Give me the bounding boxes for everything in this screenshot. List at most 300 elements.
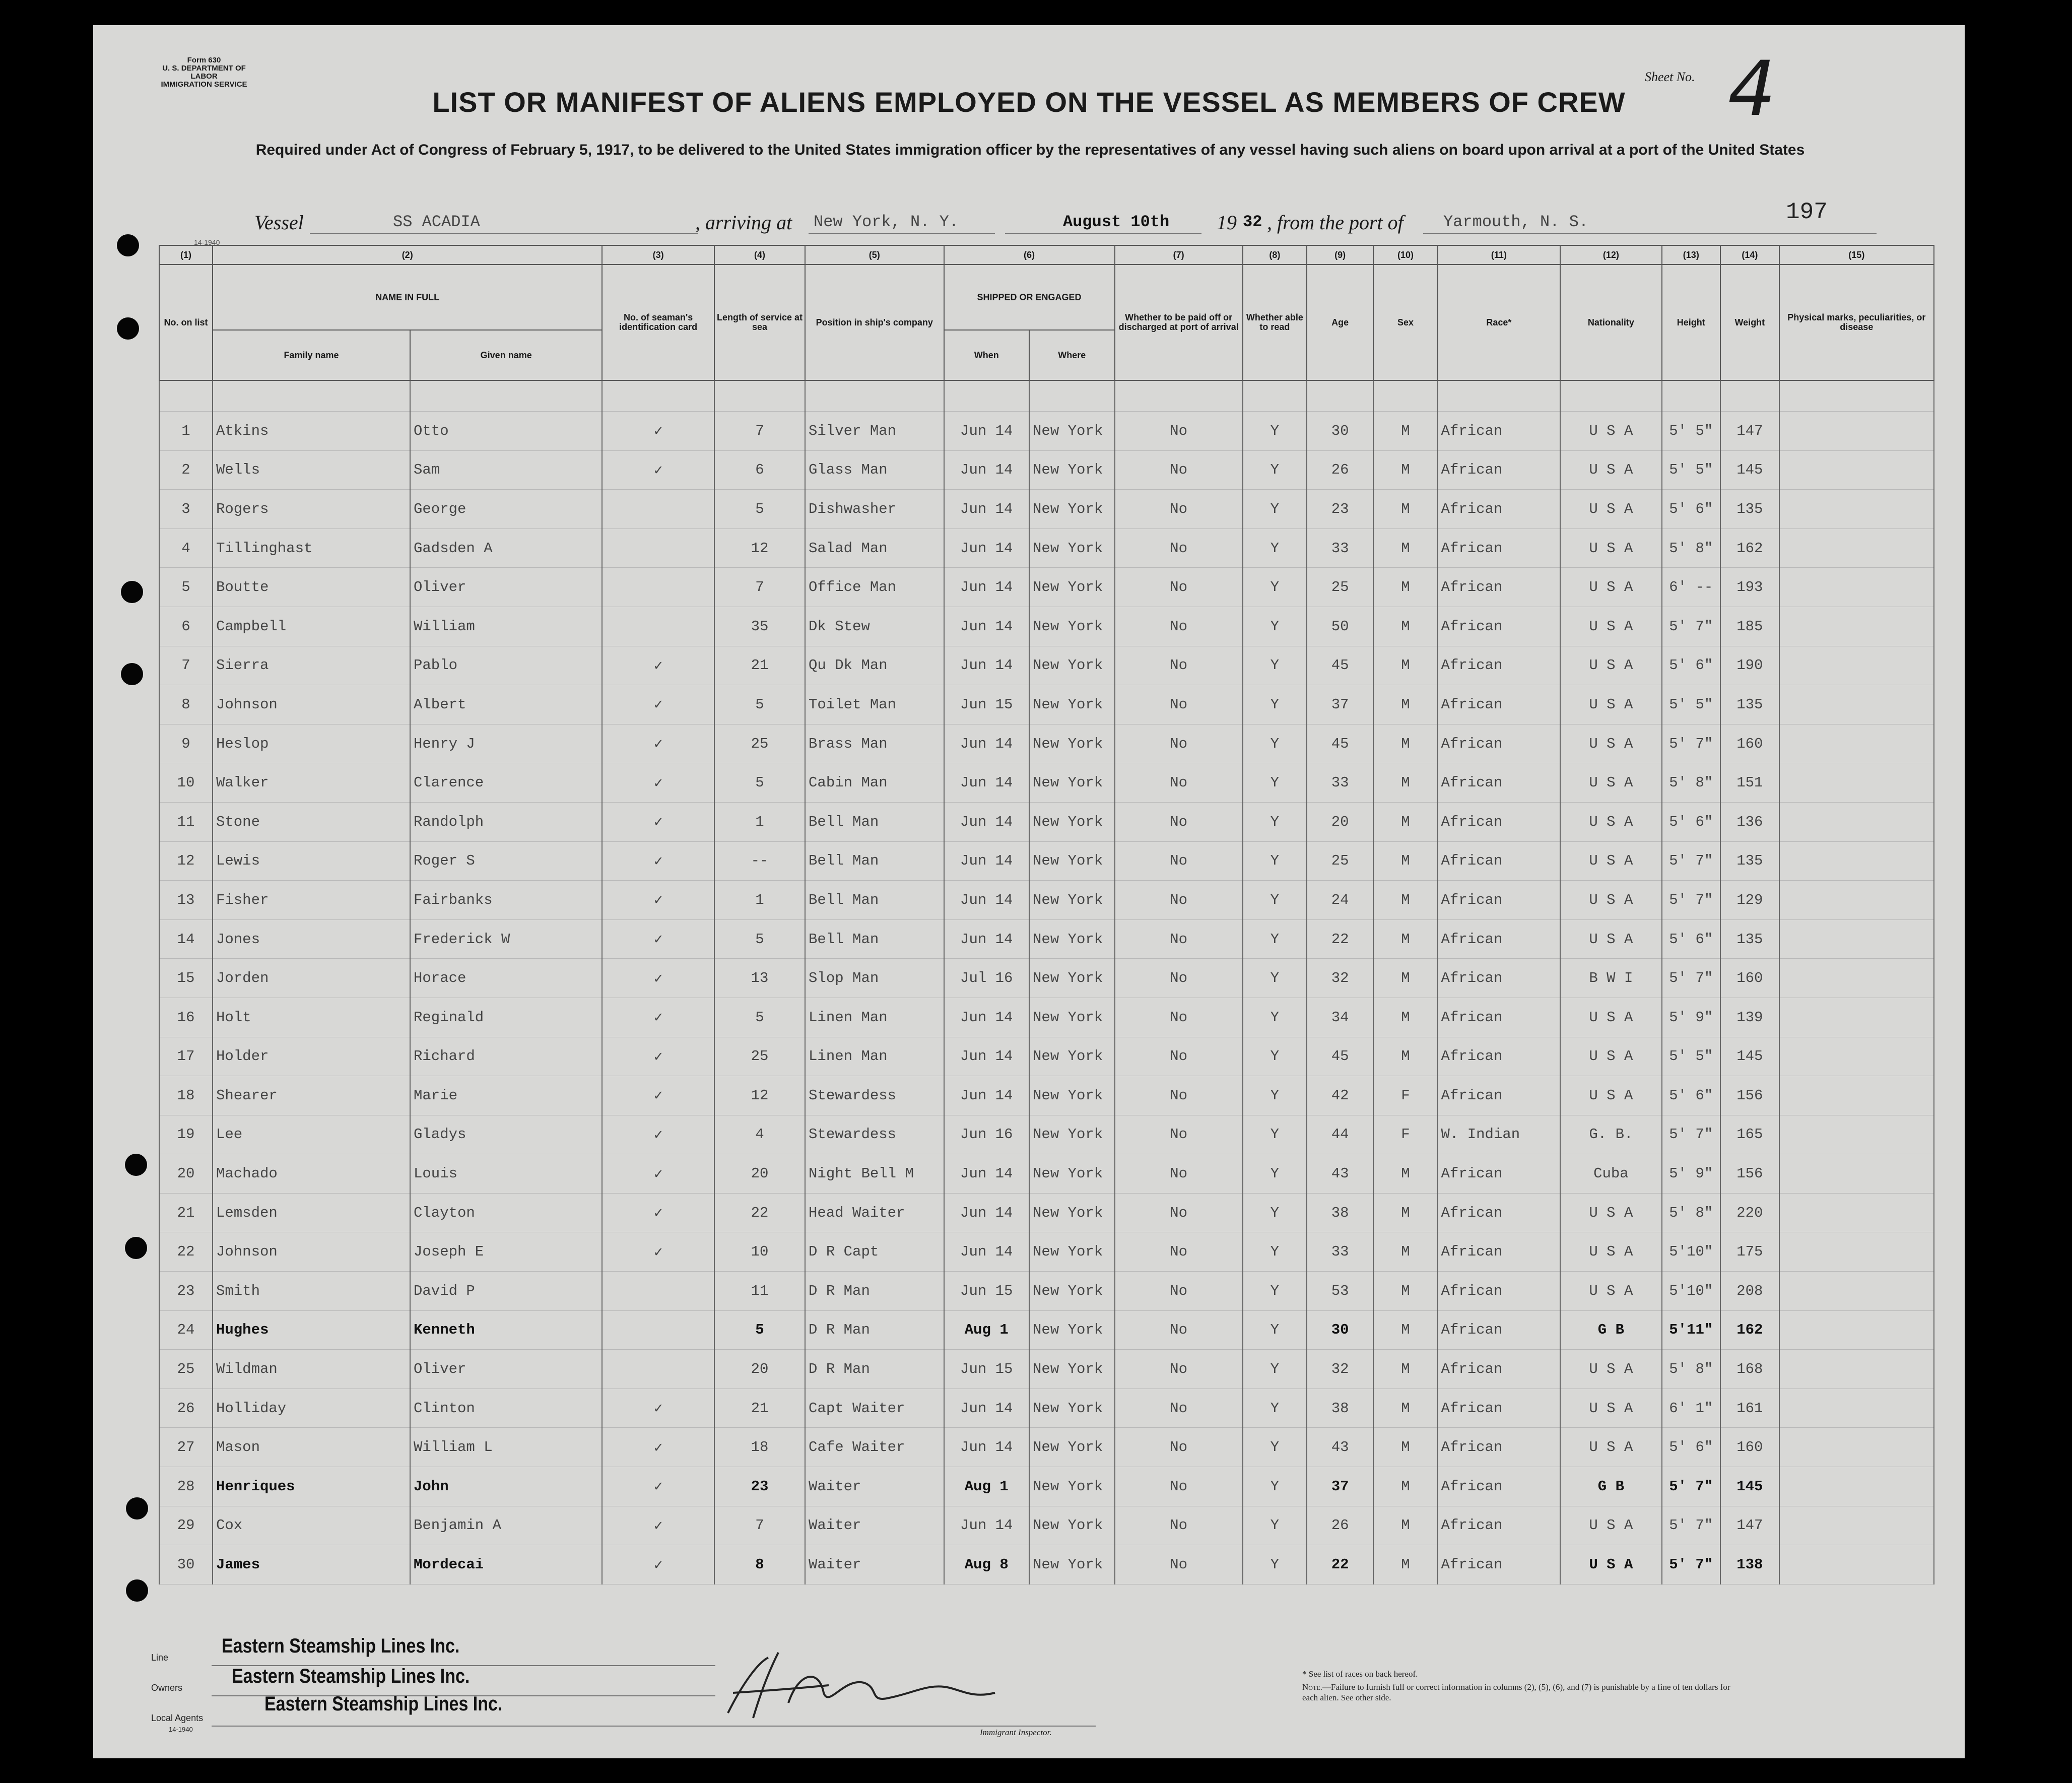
family-name: Johnson bbox=[213, 685, 410, 724]
colnum-9: (9) bbox=[1307, 245, 1373, 265]
weight: 136 bbox=[1720, 802, 1779, 841]
sex: M bbox=[1373, 1232, 1437, 1272]
shipped-when: Jun 14 bbox=[944, 568, 1030, 607]
shipped-when: Jun 14 bbox=[944, 490, 1030, 529]
able-to-read: Y bbox=[1243, 1467, 1307, 1506]
age: 23 bbox=[1307, 490, 1373, 529]
header-physical-marks: Physical marks, peculiarities, or disease bbox=[1779, 265, 1934, 380]
age: 33 bbox=[1307, 529, 1373, 568]
position: Brass Man bbox=[805, 724, 944, 763]
race: African bbox=[1438, 412, 1561, 451]
nationality: G B bbox=[1560, 1310, 1661, 1350]
spacer-cell bbox=[1373, 380, 1437, 412]
header-age: Age bbox=[1307, 265, 1373, 380]
vessel-underline bbox=[310, 233, 698, 234]
paid-off: No bbox=[1115, 607, 1243, 646]
able-to-read: Y bbox=[1243, 802, 1307, 841]
sex: M bbox=[1373, 841, 1437, 881]
physical-marks bbox=[1779, 881, 1934, 920]
position: Toilet Man bbox=[805, 685, 944, 724]
given-name: Pablo bbox=[410, 646, 602, 685]
shipped-when: Aug 1 bbox=[944, 1310, 1030, 1350]
seaman-id-check: ✓ bbox=[602, 841, 714, 881]
race: African bbox=[1438, 1232, 1561, 1272]
seaman-id-check: ✓ bbox=[602, 1037, 714, 1076]
shipped-where: New York bbox=[1029, 1350, 1115, 1389]
form-identifier: Form 630 U. S. DEPARTMENT OF LABOR IMMIGRATION SERVICE bbox=[161, 56, 247, 89]
sex: M bbox=[1373, 1506, 1437, 1545]
age: 50 bbox=[1307, 607, 1373, 646]
age: 22 bbox=[1307, 919, 1373, 959]
seaman-id-check bbox=[602, 529, 714, 568]
seaman-id-check: ✓ bbox=[602, 646, 714, 685]
paid-off: No bbox=[1115, 881, 1243, 920]
seaman-id-check bbox=[602, 1350, 714, 1389]
age: 38 bbox=[1307, 1389, 1373, 1428]
weight: 129 bbox=[1720, 881, 1779, 920]
family-name: Shearer bbox=[213, 1076, 410, 1115]
weight: 139 bbox=[1720, 998, 1779, 1037]
height: 5' 9" bbox=[1662, 1154, 1721, 1194]
position: Waiter bbox=[805, 1506, 944, 1545]
paid-off: No bbox=[1115, 959, 1243, 998]
date-underline bbox=[1005, 233, 1201, 234]
race: African bbox=[1438, 529, 1561, 568]
position: Bell Man bbox=[805, 919, 944, 959]
table-row bbox=[159, 1076, 1934, 1115]
table-row bbox=[159, 450, 1934, 490]
sex: M bbox=[1373, 1154, 1437, 1194]
seaman-id-check: ✓ bbox=[602, 1428, 714, 1467]
punch-hole bbox=[126, 1579, 148, 1602]
colnum-3: (3) bbox=[602, 245, 714, 265]
shipped-where: New York bbox=[1029, 1193, 1115, 1232]
length-of-service: 12 bbox=[714, 529, 805, 568]
sex: M bbox=[1373, 1310, 1437, 1350]
physical-marks bbox=[1779, 1350, 1934, 1389]
physical-marks bbox=[1779, 1076, 1934, 1115]
seaman-id-check: ✓ bbox=[602, 998, 714, 1037]
nationality: U S A bbox=[1560, 412, 1661, 451]
position: Slop Man bbox=[805, 959, 944, 998]
shipped-when: Jun 14 bbox=[944, 1193, 1030, 1232]
position: Linen Man bbox=[805, 998, 944, 1037]
sex: M bbox=[1373, 1272, 1437, 1311]
table-row bbox=[159, 998, 1934, 1037]
weight: 162 bbox=[1720, 1310, 1779, 1350]
length-of-service: 5 bbox=[714, 490, 805, 529]
table-row bbox=[159, 1467, 1934, 1506]
able-to-read: Y bbox=[1243, 607, 1307, 646]
paid-off: No bbox=[1115, 841, 1243, 881]
family-name: Rogers bbox=[213, 490, 410, 529]
height: 5'10" bbox=[1662, 1272, 1721, 1311]
physical-marks bbox=[1779, 1115, 1934, 1154]
paid-off: No bbox=[1115, 1545, 1243, 1584]
given-name: William bbox=[410, 607, 602, 646]
table-row bbox=[159, 607, 1934, 646]
paid-off: No bbox=[1115, 998, 1243, 1037]
physical-marks bbox=[1779, 959, 1934, 998]
physical-marks bbox=[1779, 1037, 1934, 1076]
able-to-read: Y bbox=[1243, 1310, 1307, 1350]
race: African bbox=[1438, 1389, 1561, 1428]
physical-marks bbox=[1779, 1272, 1934, 1311]
table-row bbox=[159, 881, 1934, 920]
position: Dk Stew bbox=[805, 607, 944, 646]
sex: F bbox=[1373, 1076, 1437, 1115]
family-name: Machado bbox=[213, 1154, 410, 1194]
seaman-id-check bbox=[602, 607, 714, 646]
age: 34 bbox=[1307, 998, 1373, 1037]
header-nationality: Nationality bbox=[1560, 265, 1661, 380]
seaman-id-check bbox=[602, 1310, 714, 1350]
table-row bbox=[159, 1350, 1934, 1389]
given-name: Reginald bbox=[410, 998, 602, 1037]
race: African bbox=[1438, 450, 1561, 490]
race: African bbox=[1438, 490, 1561, 529]
family-name: Holliday bbox=[213, 1389, 410, 1428]
race: African bbox=[1438, 1467, 1561, 1506]
able-to-read: Y bbox=[1243, 1506, 1307, 1545]
header-height: Height bbox=[1662, 265, 1721, 380]
family-name: Hughes bbox=[213, 1310, 410, 1350]
height: 5' 7" bbox=[1662, 959, 1721, 998]
age: 38 bbox=[1307, 1193, 1373, 1232]
given-name: Oliver bbox=[410, 568, 602, 607]
given-name: William L bbox=[410, 1428, 602, 1467]
race: African bbox=[1438, 1428, 1561, 1467]
age: 20 bbox=[1307, 802, 1373, 841]
spacer-cell bbox=[1243, 380, 1307, 412]
arrival-year: 32 bbox=[1243, 213, 1262, 231]
race: African bbox=[1438, 646, 1561, 685]
table-row bbox=[159, 763, 1934, 803]
race: African bbox=[1438, 1350, 1561, 1389]
given-name: George bbox=[410, 490, 602, 529]
able-to-read: Y bbox=[1243, 919, 1307, 959]
family-name: Lemsden bbox=[213, 1193, 410, 1232]
punch-hole bbox=[125, 1154, 147, 1176]
able-to-read: Y bbox=[1243, 1076, 1307, 1115]
column-number-row bbox=[159, 245, 1934, 265]
shipped-where: New York bbox=[1029, 1232, 1115, 1272]
row-number: 21 bbox=[159, 1193, 213, 1232]
punch-hole bbox=[117, 317, 139, 340]
position: Qu Dk Man bbox=[805, 646, 944, 685]
header-length-service: Length of service at sea bbox=[714, 265, 805, 380]
paid-off: No bbox=[1115, 763, 1243, 803]
paid-off: No bbox=[1115, 724, 1243, 763]
year-prefix: 19 bbox=[1217, 211, 1237, 234]
family-name: James bbox=[213, 1545, 410, 1584]
arrival-date: August 10th bbox=[1063, 213, 1170, 231]
nationality: U S A bbox=[1560, 1232, 1661, 1272]
length-of-service: 13 bbox=[714, 959, 805, 998]
arriving-port: New York, N. Y. bbox=[814, 213, 959, 231]
shipped-when: Jun 14 bbox=[944, 1076, 1030, 1115]
weight: 162 bbox=[1720, 529, 1779, 568]
length-of-service: 5 bbox=[714, 685, 805, 724]
colnum-5: (5) bbox=[805, 245, 944, 265]
position: Waiter bbox=[805, 1545, 944, 1584]
header-name-in-full: NAME IN FULL bbox=[213, 265, 602, 330]
given-name: Mordecai bbox=[410, 1545, 602, 1584]
race: African bbox=[1438, 998, 1561, 1037]
table-row bbox=[159, 802, 1934, 841]
family-name: Stone bbox=[213, 802, 410, 841]
weight: 193 bbox=[1720, 568, 1779, 607]
position: Silver Man bbox=[805, 412, 944, 451]
row-number: 28 bbox=[159, 1467, 213, 1506]
row-number: 22 bbox=[159, 1232, 213, 1272]
paid-off: No bbox=[1115, 1193, 1243, 1232]
position: Capt Waiter bbox=[805, 1389, 944, 1428]
colnum-2: (2) bbox=[213, 245, 602, 265]
sheet-number: 4 bbox=[1728, 45, 1776, 133]
spacer-cell bbox=[1662, 380, 1721, 412]
colnum-4: (4) bbox=[714, 245, 805, 265]
race: African bbox=[1438, 1272, 1561, 1311]
sex: M bbox=[1373, 1428, 1437, 1467]
physical-marks bbox=[1779, 450, 1934, 490]
nationality: G B bbox=[1560, 1467, 1661, 1506]
able-to-read: Y bbox=[1243, 959, 1307, 998]
line-stamp: Eastern Steamship Lines Inc. bbox=[222, 1635, 460, 1657]
seaman-id-check: ✓ bbox=[602, 1076, 714, 1115]
spacer-cell bbox=[602, 380, 714, 412]
agents-code: 14-1940 bbox=[169, 1726, 193, 1733]
row-number: 5 bbox=[159, 568, 213, 607]
family-name: Holt bbox=[213, 998, 410, 1037]
colnum-1: (1) bbox=[159, 245, 213, 265]
sex: M bbox=[1373, 607, 1437, 646]
position: Bell Man bbox=[805, 802, 944, 841]
nationality: U S A bbox=[1560, 529, 1661, 568]
race: African bbox=[1438, 802, 1561, 841]
spacer-cell bbox=[410, 380, 602, 412]
family-name: Heslop bbox=[213, 724, 410, 763]
shipped-when: Jun 14 bbox=[944, 1428, 1030, 1467]
penalty-note bbox=[1302, 1682, 1735, 1703]
position: D R Man bbox=[805, 1350, 944, 1389]
shipped-where: New York bbox=[1029, 1506, 1115, 1545]
able-to-read: Y bbox=[1243, 1272, 1307, 1311]
height: 5'10" bbox=[1662, 1232, 1721, 1272]
given-name: Louis bbox=[410, 1154, 602, 1194]
shipped-when: Jun 14 bbox=[944, 1037, 1030, 1076]
given-name: Kenneth bbox=[410, 1310, 602, 1350]
position: Head Waiter bbox=[805, 1193, 944, 1232]
race: African bbox=[1438, 1506, 1561, 1545]
shipped-when: Jun 14 bbox=[944, 646, 1030, 685]
seaman-id-check: ✓ bbox=[602, 1545, 714, 1584]
able-to-read: Y bbox=[1243, 412, 1307, 451]
sex: M bbox=[1373, 1545, 1437, 1584]
sex: M bbox=[1373, 1350, 1437, 1389]
shipped-when: Jun 14 bbox=[944, 802, 1030, 841]
shipped-where: New York bbox=[1029, 998, 1115, 1037]
age: 24 bbox=[1307, 881, 1373, 920]
given-name: Horace bbox=[410, 959, 602, 998]
physical-marks bbox=[1779, 1310, 1934, 1350]
position: Waiter bbox=[805, 1467, 944, 1506]
paid-off: No bbox=[1115, 529, 1243, 568]
header-weight: Weight bbox=[1720, 265, 1779, 380]
shipped-when: Aug 1 bbox=[944, 1467, 1030, 1506]
table-row bbox=[159, 685, 1934, 724]
height: 5' 8" bbox=[1662, 763, 1721, 803]
nationality: U S A bbox=[1560, 881, 1661, 920]
physical-marks bbox=[1779, 607, 1934, 646]
nationality: U S A bbox=[1560, 1545, 1661, 1584]
position: D R Man bbox=[805, 1272, 944, 1311]
position: Cafe Waiter bbox=[805, 1428, 944, 1467]
note-text: —Failure to furnish full or correct information in columns (2), (5), (6), and (7) is punishable by a fine of ten dollars for each alien. See other side. bbox=[1302, 1682, 1730, 1702]
seaman-id-check: ✓ bbox=[602, 881, 714, 920]
shipped-where: New York bbox=[1029, 1272, 1115, 1311]
age: 33 bbox=[1307, 763, 1373, 803]
able-to-read: Y bbox=[1243, 685, 1307, 724]
length-of-service: 18 bbox=[714, 1428, 805, 1467]
family-name: Atkins bbox=[213, 412, 410, 451]
shipped-when: Jun 14 bbox=[944, 881, 1030, 920]
length-of-service: 6 bbox=[714, 450, 805, 490]
able-to-read: Y bbox=[1243, 763, 1307, 803]
nationality: U S A bbox=[1560, 1428, 1661, 1467]
table-row bbox=[159, 529, 1934, 568]
given-name: Otto bbox=[410, 412, 602, 451]
header-shipped-engaged: SHIPPED OR ENGAGED bbox=[944, 265, 1115, 330]
agents-underline bbox=[212, 1726, 715, 1727]
family-name: Jorden bbox=[213, 959, 410, 998]
header-given-name: Given name bbox=[410, 330, 602, 380]
race: African bbox=[1438, 685, 1561, 724]
given-name: Clinton bbox=[410, 1389, 602, 1428]
paid-off: No bbox=[1115, 1076, 1243, 1115]
nationality: U S A bbox=[1560, 841, 1661, 881]
arriving-label: , arriving at bbox=[695, 211, 792, 234]
header-able-read: Whether able to read bbox=[1243, 265, 1307, 380]
table-row bbox=[159, 959, 1934, 998]
length-of-service: 21 bbox=[714, 646, 805, 685]
from-port-label: , from the port of bbox=[1267, 211, 1403, 234]
row-number: 13 bbox=[159, 881, 213, 920]
seaman-id-check: ✓ bbox=[602, 685, 714, 724]
sex: M bbox=[1373, 724, 1437, 763]
shipped-where: New York bbox=[1029, 1115, 1115, 1154]
height: 5' 8" bbox=[1662, 1193, 1721, 1232]
seaman-id-check: ✓ bbox=[602, 1389, 714, 1428]
length-of-service: 10 bbox=[714, 1232, 805, 1272]
length-of-service: 22 bbox=[714, 1193, 805, 1232]
given-name: Clayton bbox=[410, 1193, 602, 1232]
age: 37 bbox=[1307, 1467, 1373, 1506]
race: African bbox=[1438, 568, 1561, 607]
shipped-where: New York bbox=[1029, 1037, 1115, 1076]
spacer-row bbox=[159, 380, 1934, 412]
position: Dishwasher bbox=[805, 490, 944, 529]
row-number: 8 bbox=[159, 685, 213, 724]
height: 5' 7" bbox=[1662, 1545, 1721, 1584]
physical-marks bbox=[1779, 529, 1934, 568]
length-of-service: 5 bbox=[714, 998, 805, 1037]
shipped-when: Jul 16 bbox=[944, 959, 1030, 998]
paid-off: No bbox=[1115, 802, 1243, 841]
header-race: Race* bbox=[1438, 265, 1561, 380]
inspector-signature bbox=[713, 1642, 1116, 1733]
given-name: Henry J bbox=[410, 724, 602, 763]
seaman-id-check: ✓ bbox=[602, 1193, 714, 1232]
family-name: Smith bbox=[213, 1272, 410, 1311]
form-code: 14-1940 bbox=[194, 238, 220, 246]
given-name: Marie bbox=[410, 1076, 602, 1115]
length-of-service: 7 bbox=[714, 412, 805, 451]
paid-off: No bbox=[1115, 1389, 1243, 1428]
weight: 208 bbox=[1720, 1272, 1779, 1311]
nationality: U S A bbox=[1560, 763, 1661, 803]
family-name: Wells bbox=[213, 450, 410, 490]
nationality: U S A bbox=[1560, 685, 1661, 724]
race: African bbox=[1438, 1154, 1561, 1194]
nationality: Cuba bbox=[1560, 1154, 1661, 1194]
height: 5' 7" bbox=[1662, 724, 1721, 763]
row-number: 12 bbox=[159, 841, 213, 881]
length-of-service: 5 bbox=[714, 763, 805, 803]
arriving-underline bbox=[809, 233, 995, 234]
shipped-where: New York bbox=[1029, 685, 1115, 724]
table-row bbox=[159, 1389, 1934, 1428]
physical-marks bbox=[1779, 1545, 1934, 1584]
spacer-cell bbox=[1307, 380, 1373, 412]
given-name: Gadsden A bbox=[410, 529, 602, 568]
paid-off: No bbox=[1115, 1350, 1243, 1389]
height: 5' 6" bbox=[1662, 802, 1721, 841]
row-number: 14 bbox=[159, 919, 213, 959]
shipped-where: New York bbox=[1029, 763, 1115, 803]
colnum-6: (6) bbox=[944, 245, 1115, 265]
shipped-when: Jun 14 bbox=[944, 1389, 1030, 1428]
race: African bbox=[1438, 959, 1561, 998]
family-name: Holder bbox=[213, 1037, 410, 1076]
family-name: Boutte bbox=[213, 568, 410, 607]
shipped-where: New York bbox=[1029, 450, 1115, 490]
table-row bbox=[159, 1037, 1934, 1076]
able-to-read: Y bbox=[1243, 841, 1307, 881]
given-name: David P bbox=[410, 1272, 602, 1311]
able-to-read: Y bbox=[1243, 1545, 1307, 1584]
sex: M bbox=[1373, 998, 1437, 1037]
age: 26 bbox=[1307, 1506, 1373, 1545]
able-to-read: Y bbox=[1243, 1428, 1307, 1467]
nationality: U S A bbox=[1560, 607, 1661, 646]
paid-off: No bbox=[1115, 1272, 1243, 1311]
row-number: 6 bbox=[159, 607, 213, 646]
nationality: U S A bbox=[1560, 998, 1661, 1037]
header-no-on-list: No. on list bbox=[159, 265, 213, 380]
row-number: 1 bbox=[159, 412, 213, 451]
shipped-when: Jun 15 bbox=[944, 1350, 1030, 1389]
position: Night Bell M bbox=[805, 1154, 944, 1194]
shipped-when: Jun 14 bbox=[944, 998, 1030, 1037]
paid-off: No bbox=[1115, 1232, 1243, 1272]
length-of-service: 11 bbox=[714, 1272, 805, 1311]
spacer-cell bbox=[1029, 380, 1115, 412]
height: 5' 6" bbox=[1662, 490, 1721, 529]
nationality: U S A bbox=[1560, 1506, 1661, 1545]
header-paid-off: Whether to be paid off or discharged at port of arrival bbox=[1115, 265, 1243, 380]
height: 6' 1" bbox=[1662, 1389, 1721, 1428]
